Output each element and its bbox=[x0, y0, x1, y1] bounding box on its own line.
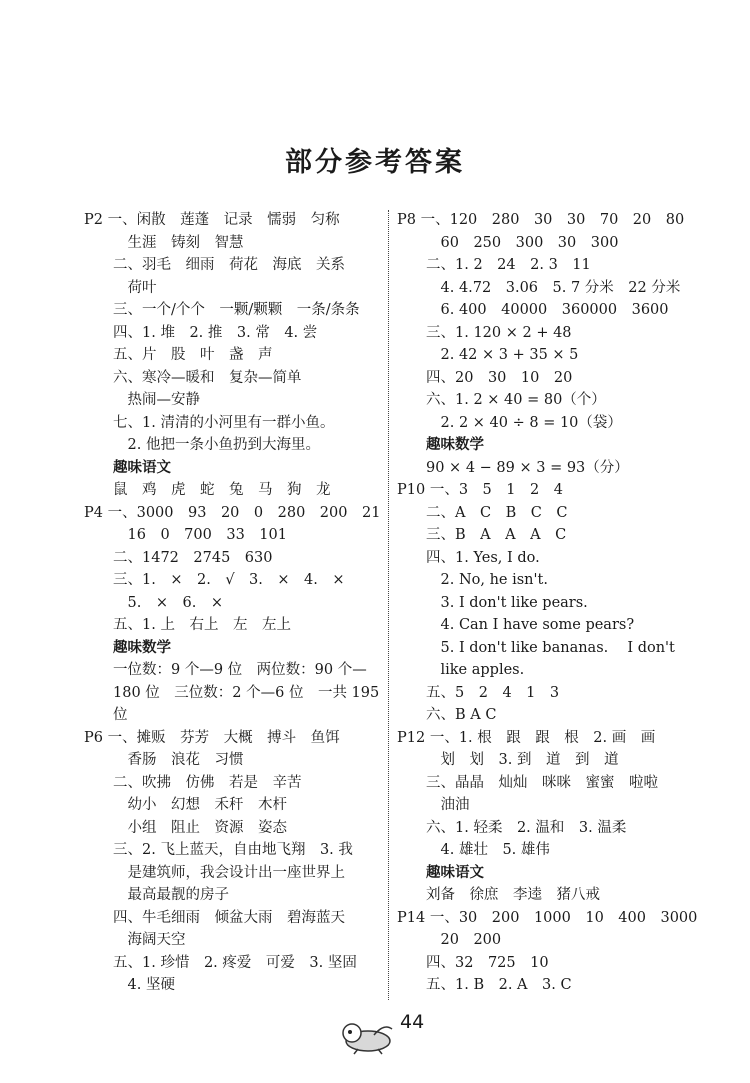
answer-line: 六、1. 轻柔 2. 温和 3. 温柔 bbox=[397, 819, 627, 836]
answer-line: 三、一个/个个 一颗/颗颗 一条/条条 bbox=[84, 302, 360, 318]
answer-line: 三、B A A A C bbox=[397, 527, 567, 543]
answer-line: 生涯 铸刻 智慧 bbox=[84, 234, 244, 251]
page-title: 部分参考答案 bbox=[285, 147, 465, 178]
answer-line: 四、20 30 10 20 bbox=[397, 369, 573, 386]
answer-line: 5. × 6. × bbox=[84, 594, 223, 611]
answer-line: 二、A C B C C bbox=[397, 504, 568, 521]
answer-line: 五、5 2 4 1 3 bbox=[397, 684, 560, 701]
answer-line: 四、1. Yes, I do. bbox=[397, 549, 540, 566]
answer-line: 4. 坚硬 bbox=[84, 977, 175, 993]
answer-line: 4. Can I have some pears? bbox=[397, 617, 635, 633]
answer-line: 位 bbox=[84, 707, 128, 723]
answer-line: 二、羽毛 细雨 荷花 海底 关系 bbox=[84, 257, 345, 273]
answer-line: 六、寒冷—暖和 复杂—简单 bbox=[84, 369, 302, 386]
answer-line: 鼠 鸡 虎 蛇 兔 马 狗 龙 bbox=[84, 482, 331, 498]
answer-line: 热闹—安静 bbox=[84, 392, 200, 408]
answer-line: P8 一、120 280 30 30 70 20 80 bbox=[397, 212, 685, 228]
answer-line: 二、1. 2 24 2. 3 11 bbox=[397, 257, 591, 273]
answer-line: 最高最靓的房子 bbox=[84, 887, 229, 903]
page-footer bbox=[0, 1009, 750, 1069]
answer-line: 4. 4.72 3.06 5. 7 分米 22 分米 bbox=[397, 279, 681, 296]
answer-line: 三、1. × 2. √ 3. × 4. × bbox=[84, 572, 345, 588]
answer-line: 六、B A C bbox=[397, 707, 497, 723]
answer-line: 2. 2 × 40 ÷ 8 = 10（袋） bbox=[397, 414, 622, 431]
answer-line: 小组 阻止 资源 姿态 bbox=[84, 819, 287, 836]
answer-line: 三、2. 飞上蓝天，自由地飞翔 3. 我 bbox=[84, 842, 353, 858]
answer-line: 四、1. 堆 2. 推 3. 常 4. 尝 bbox=[84, 324, 318, 341]
answer-line: P12 一、1. 根 跟 跟 根 2. 画 画 bbox=[397, 729, 656, 746]
answer-line: 二、吹拂 仿佛 若是 辛苦 bbox=[84, 774, 302, 791]
answer-line: P2 一、闲散 莲蓬 记录 懦弱 匀称 bbox=[84, 212, 340, 228]
answer-line: P6 一、摊贩 芬芳 大概 搏斗 鱼饵 bbox=[84, 729, 340, 746]
right-answer-column bbox=[397, 209, 717, 997]
answer-line: 60 250 300 30 300 bbox=[397, 234, 619, 251]
answer-line: 油油 bbox=[397, 797, 470, 813]
answer-line: 5. I don't like bananas. I don't bbox=[397, 639, 675, 656]
answer-line: 二、1472 2745 630 bbox=[84, 549, 273, 566]
section-heading: 趣味数学 bbox=[397, 436, 484, 453]
answer-line: 180 位 三位数：2 个—6 位 一共 195 bbox=[84, 684, 380, 701]
section-heading: 趣味语文 bbox=[397, 863, 484, 881]
answer-line: P10 一、3 5 1 2 4 bbox=[397, 482, 563, 498]
answer-line: 香肠 浪花 习惯 bbox=[84, 752, 244, 768]
answer-line: 3. I don't like pears. bbox=[397, 594, 588, 611]
answer-line: 2. 42 × 3 + 35 × 5 bbox=[397, 347, 579, 363]
answer-line: like apples. bbox=[397, 662, 525, 678]
cartoon-mascot-icon bbox=[338, 1017, 396, 1055]
answer-line: 一位数：9 个—9 位 两位数：90 个— bbox=[84, 662, 367, 678]
answer-line: 荷叶 bbox=[84, 279, 157, 296]
page-number: 44 bbox=[400, 1011, 425, 1033]
answer-line: 三、1. 120 × 2 + 48 bbox=[397, 324, 572, 341]
answer-line: 海阔天空 bbox=[84, 932, 186, 948]
answer-line: 六、1. 2 × 40 = 80（个） bbox=[397, 392, 606, 408]
answer-line: 6. 400 40000 360000 3600 bbox=[397, 302, 669, 318]
answer-line: 五、1. B 2. A 3. C bbox=[397, 977, 572, 993]
answer-line: 2. No, he isn't. bbox=[397, 572, 548, 588]
section-heading: 趣味语文 bbox=[84, 458, 171, 476]
left-answer-column bbox=[84, 209, 384, 997]
answer-line: 刘备 徐庶 李逵 猪八戒 bbox=[397, 887, 600, 903]
answer-line: 四、32 725 10 bbox=[397, 954, 549, 971]
answer-line: 幼小 幻想 禾秆 木杆 bbox=[84, 797, 287, 813]
answer-line: 16 0 700 33 101 bbox=[84, 527, 287, 543]
answer-line: 20 200 bbox=[397, 932, 502, 948]
answer-line: 五、1. 上 右上 左 左上 bbox=[84, 617, 291, 633]
answer-line: P14 一、30 200 1000 10 400 3000 bbox=[397, 909, 698, 926]
column-divider bbox=[388, 210, 389, 1000]
answer-line: 五、片 股 叶 盏 声 bbox=[84, 347, 273, 363]
answer-line: 七、1. 清清的小河里有一群小鱼。 bbox=[84, 414, 335, 431]
answer-line: 是建筑师，我会设计出一座世界上 bbox=[84, 864, 345, 881]
answer-line: 4. 雄壮 5. 雄伟 bbox=[397, 842, 550, 858]
section-heading: 趣味数学 bbox=[84, 638, 171, 656]
answer-line: P4 一、3000 93 20 0 280 200 21 bbox=[84, 504, 381, 521]
answer-line: 90 × 4 − 89 × 3 = 93（分） bbox=[397, 459, 629, 476]
answer-line: 五、1. 珍惜 2. 疼爱 可爱 3. 坚固 bbox=[84, 954, 357, 971]
answer-line: 2. 他把一条小鱼扔到大海里。 bbox=[84, 437, 320, 453]
answer-line: 三、晶晶 灿灿 咪咪 蜜蜜 啦啦 bbox=[397, 774, 658, 791]
answer-line: 划 划 3. 到 道 到 道 bbox=[397, 752, 619, 768]
answer-line: 四、牛毛细雨 倾盆大雨 碧海蓝天 bbox=[84, 909, 345, 926]
